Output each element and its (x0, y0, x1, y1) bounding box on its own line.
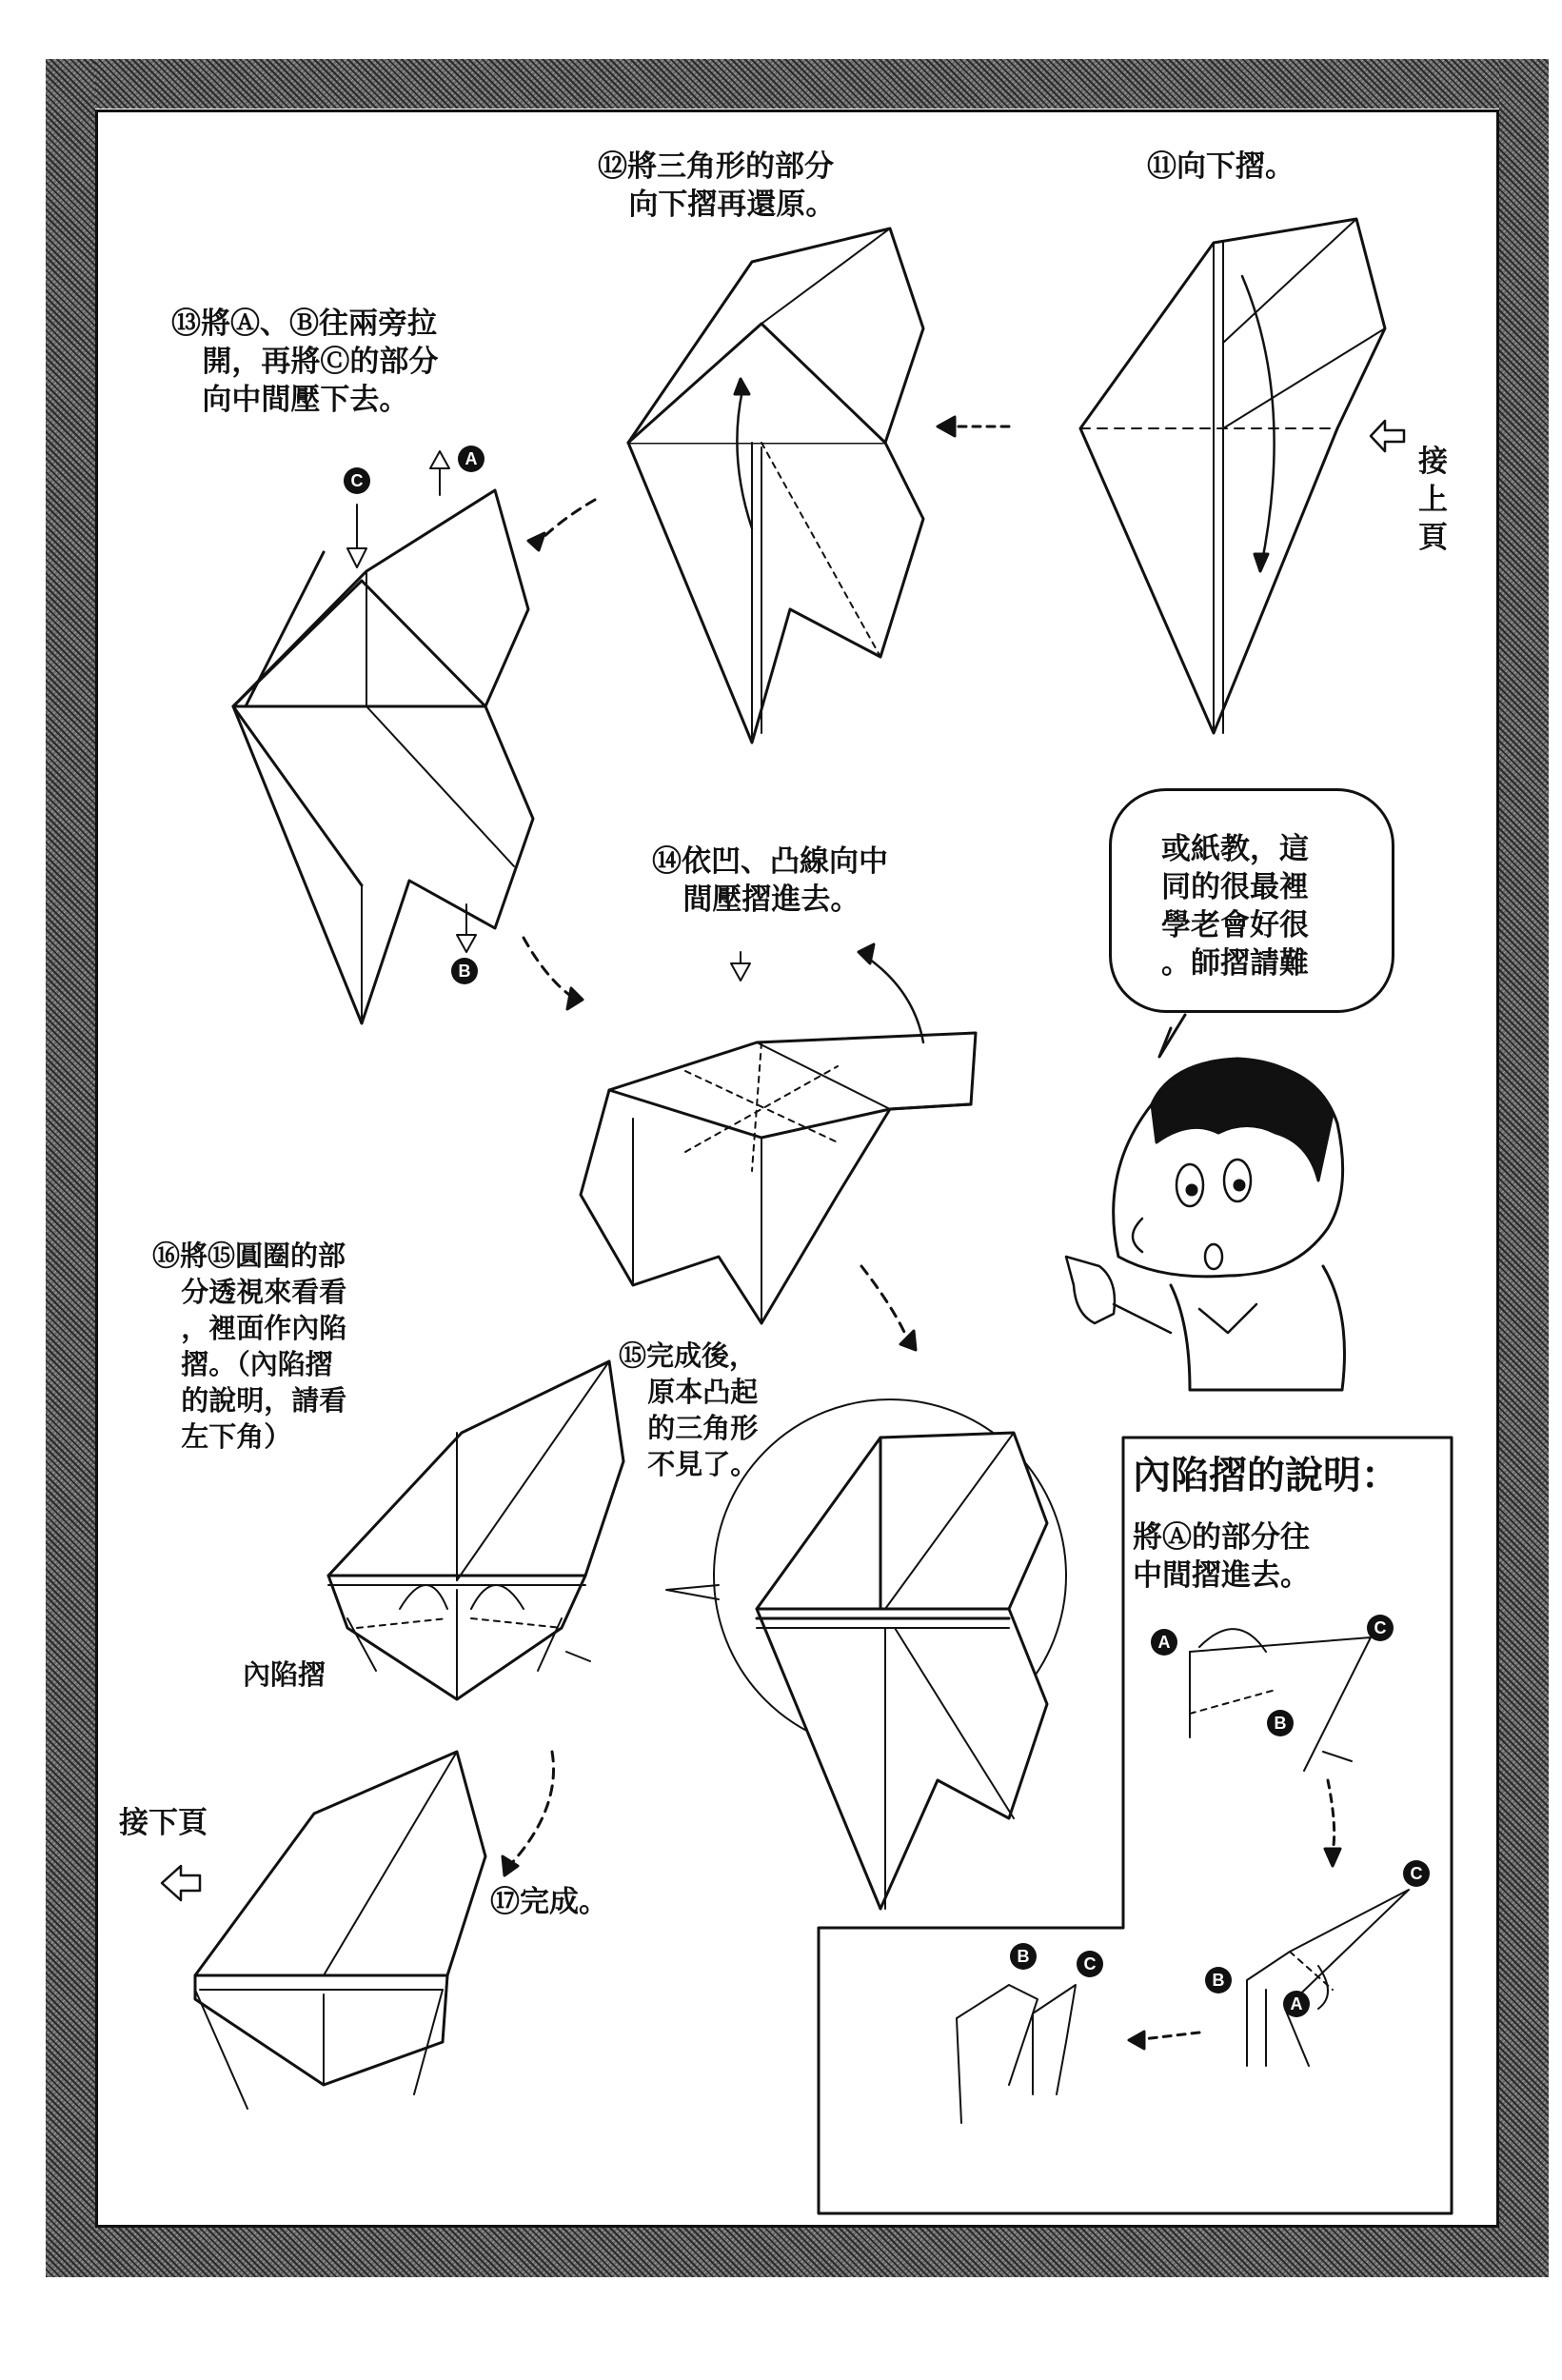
step13-figure (233, 451, 595, 1023)
svg-text:B: B (1017, 1947, 1030, 1966)
svg-text:A: A (1290, 1994, 1303, 2013)
svg-text:B: B (1274, 1714, 1287, 1733)
legend-figure-3 (957, 1985, 1076, 2123)
step12-text: ⑫將三角形的部分 向下摺再還原。 (598, 149, 836, 222)
svg-text:C: C (1374, 1618, 1387, 1637)
step13-text: ⑬將Ⓐ、Ⓑ往兩旁拉 開，再將Ⓒ的部分 向中間壓下去。 (171, 307, 439, 417)
legend-text: 將Ⓐ的部分往 中間摺進去。 (1133, 1520, 1310, 1593)
svg-text:C: C (350, 471, 364, 490)
legend-figure-1 (1190, 1629, 1371, 1866)
svg-text:A: A (465, 449, 478, 468)
svg-text:C: C (1410, 1864, 1423, 1883)
step17-text: ⑰完成。 (490, 1885, 608, 1919)
svg-text:C: C (1083, 1954, 1097, 1973)
inner-fold-label: 內陷摺 (243, 1658, 326, 1691)
step12-figure (628, 228, 923, 743)
step11-figure (938, 219, 1404, 733)
svg-text:B: B (458, 962, 471, 981)
step16-text: ⑯將⑮圓圈的部 分透視來看看 ，裡面作內陷 摺。（內陷摺 的說明，請看 左下角） (152, 1240, 347, 1453)
step14-figure (524, 938, 976, 1350)
step17-figure (162, 1752, 485, 2109)
continue-from-text: 接 上 頁 (1418, 445, 1448, 555)
speech-bubble-text: 或紙教，這 同的很最裡 學老會好很 。師摺請難 (1161, 832, 1309, 981)
legend-figure-2 (1129, 1890, 1409, 2066)
boy-character (1066, 1015, 1345, 1390)
step14-text: ⑭依凹、凸線向中 間壓摺進去。 (652, 844, 888, 917)
continue-next-text: 接下頁 (119, 1806, 208, 1840)
step11-text: ⑪向下摺。 (1147, 149, 1295, 184)
svg-text:B: B (1212, 1971, 1225, 1990)
legend-title: 內陷摺的說明： (1133, 1453, 1399, 1497)
svg-text:A: A (1157, 1633, 1171, 1652)
step15-text: ⑮完成後， 原本凸起 的三角形 不見了。 (619, 1339, 759, 1480)
